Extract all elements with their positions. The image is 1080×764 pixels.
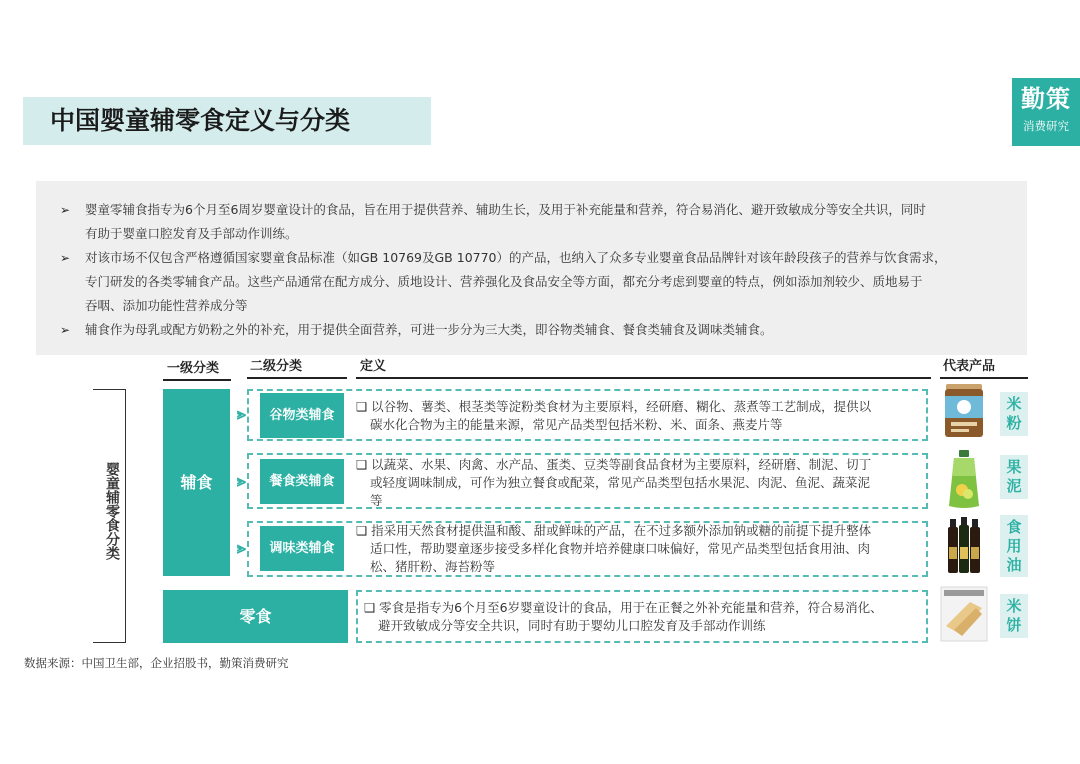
product-image-cooking-oil <box>946 517 982 575</box>
bullet-arrow-icon: ➢ <box>60 323 71 337</box>
definition-meal <box>356 456 871 510</box>
snack-category-block: 零食 <box>163 590 348 643</box>
definition-line: ❑ 以蔬菜、水果、肉禽、水产品、蛋类、豆类等副食品食材为主要原料，经研磨、制泥、切丁 <box>356 457 872 472</box>
bullet-arrow-icon: ➢ <box>60 251 71 265</box>
definition-line: ❑ 指采用天然食材提供温和酸、甜或鲜味的产品，在不过多额外添加钠或糖的前提下提升整体 <box>356 523 872 538</box>
subcategory-seasoning: 调味类辅食 <box>260 526 344 571</box>
definition-line: ❑ 零食是指专为6个月至6岁婴童设计的食品，用于在正餐之外补充能量和营养，符合易消化、 <box>364 600 883 615</box>
product-label-rice-cracker: 米饼 <box>1000 594 1028 638</box>
definition-snack <box>364 599 883 635</box>
double-arrow-icon: ⪢ <box>237 404 247 423</box>
intro-line: 婴童零辅食指专为6个月至6周岁婴童设计的食品，旨在用于提供营养、辅助生长，及用于补充能量和营养，符合易消化、避开致敏成分等安全共识，同时 <box>85 202 926 217</box>
intro-line: 吞咽、添加功能性营养成分等 <box>85 298 248 313</box>
definition-grain <box>356 398 871 434</box>
logo-main-text: 勤策 <box>1021 85 1071 113</box>
bullet-arrow-icon: ➢ <box>60 203 71 217</box>
product-image-rice-cracker <box>940 586 988 642</box>
definition-line: 适口性，帮助婴童逐步接受多样化食物并培养健康口味偏好，常见产品类型包括食用油、肉 <box>370 541 871 556</box>
logo-sub-text: 消费研究 <box>1023 119 1069 133</box>
double-arrow-icon: ⪢ <box>237 471 247 490</box>
product-label-fruit-puree: 果泥 <box>1000 455 1028 499</box>
product-image-rice-cereal <box>942 382 986 440</box>
header-product: 代表产品 <box>943 359 996 374</box>
data-source: 数据来源：中国卫生部，企业招股书，勤策消费研究 <box>24 656 289 670</box>
subcategory-grain: 谷物类辅食 <box>260 393 344 438</box>
header-level1: 一级分类 <box>167 361 220 376</box>
definition-line: 等 <box>370 493 383 508</box>
double-arrow-icon: ⪢ <box>237 538 247 557</box>
intro-line: 有助于婴童口腔发育及手部动作训练。 <box>85 226 298 241</box>
product-label-rice-cereal: 米粉 <box>1000 392 1028 436</box>
product-image-fruit-puree <box>946 450 982 510</box>
main-category-block: 辅食 <box>163 389 230 576</box>
brand-logo <box>1012 78 1080 146</box>
intro-line: 专门研发的各类零辅食产品。这些产品通常在配方成分、质地设计、营养强化及食品安全等方面，都充分考虑到婴童的特点，例如添加剂较少、质地易于 <box>85 274 923 289</box>
subcategory-meal: 餐食类辅食 <box>260 459 344 504</box>
header-underline <box>163 379 231 381</box>
definition-line: ❑ 以谷物、薯类、根茎类等淀粉类食材为主要原料，经研磨、糊化、蒸煮等工艺制成，提供以 <box>356 399 872 414</box>
group-label: 婴童辅零食分类 <box>100 460 120 562</box>
header-level2: 二级分类 <box>250 359 303 374</box>
definition-line: 碳水化合物为主的能量来源，常见产品类型包括米粉、米、面条、燕麦片等 <box>370 417 783 432</box>
header-underline <box>940 377 1028 379</box>
header-underline <box>247 377 347 379</box>
definition-line: 或轻度调味制成，可作为独立餐食或配菜，常见产品类型包括水果泥、肉泥、鱼泥、蔬菜泥 <box>370 475 871 490</box>
product-label-cooking-oil: 食用油 <box>1000 515 1028 577</box>
header-definition: 定义 <box>360 359 387 374</box>
definition-line: 松、猪肝粉、海苔粉等 <box>370 559 496 574</box>
intro-line: 对该市场不仅包含严格遵循国家婴童食品标准（如GB 10769及GB 10770）的产品，也纳入了众多专业婴童食品品牌针对该年龄段孩子的营养与饮食需求， <box>85 250 947 265</box>
header-underline <box>356 377 931 379</box>
definition-line: 避开致敏成分等安全共识，同时有助于婴幼儿口腔发育及手部动作训练 <box>378 618 766 633</box>
intro-line: 辅食作为母乳或配方奶粉之外的补充，用于提供全面营养，可进一步分为三大类，即谷物类辅食、餐食类辅食及调味类辅食。 <box>85 322 773 337</box>
definition-seasoning <box>356 522 871 576</box>
page-title: 中国婴童辅零食定义与分类 <box>50 106 351 135</box>
